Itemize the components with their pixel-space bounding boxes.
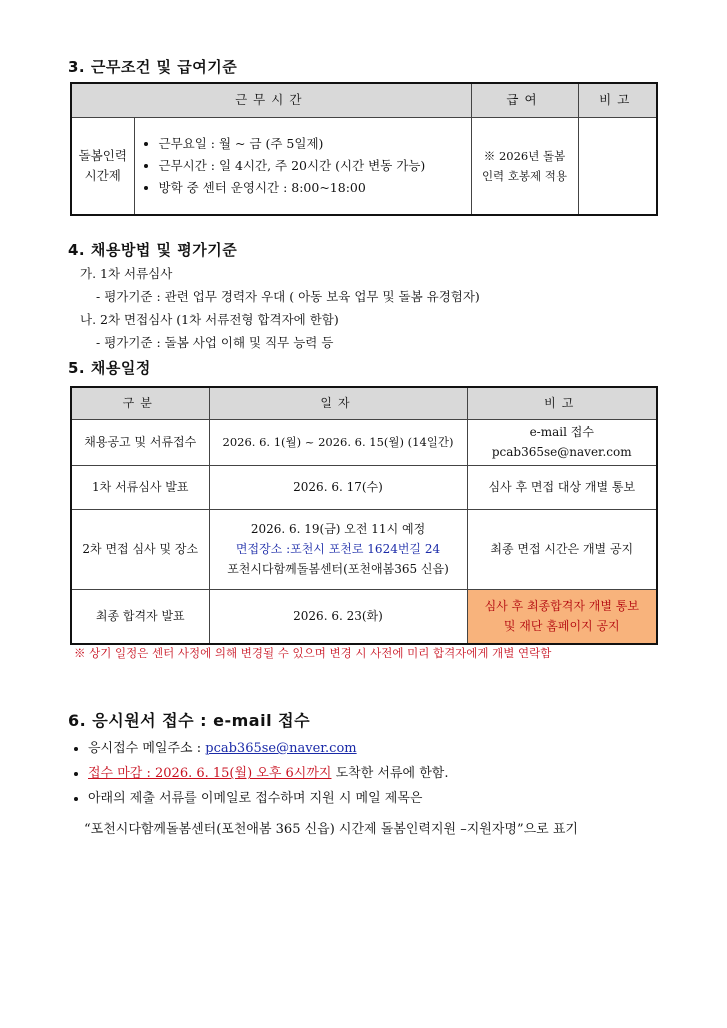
header-note: 비고 — [467, 387, 657, 419]
header-pay: 급여 — [471, 83, 578, 117]
row-label — [71, 117, 134, 215]
row-3-date — [209, 509, 467, 589]
row-1-date: 2026. 6. 1(월) ~ 2026. 6. 15(월) (14일간) — [209, 419, 467, 465]
schedule-table — [70, 386, 658, 645]
step-na: 나. 2차 면접심사 (1차 서류전형 합격자에 한함) — [80, 312, 339, 327]
step-na-criteria: - 평가기준 : 돌봄 사업 이해 및 직무 능력 등 — [96, 335, 334, 350]
schedule-notice: ※ 상기 일정은 센터 사정에 의해 변경될 수 있으며 변경 시 사전에 미리 합격자에게 개별 연락함 — [74, 646, 552, 660]
deadline-text: 접수 마감 : 2026. 6. 15(월) 오후 6시까지 — [88, 766, 332, 781]
subject-format: “포천시다함께돌봄센터(포천애봄 365 신읍) 시간제 돌봄인력지원 –지원자명”으로 표기 — [84, 822, 578, 837]
note-cell — [578, 117, 657, 215]
row-label-line-1: 돌봄인력 — [78, 147, 127, 163]
work-time-list — [139, 133, 471, 199]
header-division: 구분 — [71, 387, 209, 419]
pay-line-1: ※ 2026년 돌봄 — [483, 148, 566, 163]
application-list — [68, 736, 708, 811]
row-1-note — [467, 419, 657, 465]
header-note: 비고 — [578, 83, 657, 117]
section-6-title: 6. 응시원서 접수 : e-mail 접수 — [68, 711, 311, 730]
work-time-item: • 방학 중 센터 운영시간 : 8:00~18:00 — [159, 177, 471, 199]
row-label-line-2: 시간제 — [84, 167, 121, 183]
row-2-division: 1차 서류심사 발표 — [71, 465, 209, 509]
pay-line-2: 인력 호봉제 적용 — [481, 168, 568, 183]
application-item-email — [88, 736, 708, 761]
work-time-cell — [134, 117, 471, 215]
header-date: 일자 — [209, 387, 467, 419]
row-1-note-line-1: e-mail 접수 — [529, 425, 594, 439]
row-2-note: 심사 후 면접 대상 개별 통보 — [467, 465, 657, 509]
deadline-rest: 도착한 서류에 한함. — [331, 766, 449, 781]
row-4-division: 최종 합격자 발표 — [71, 589, 209, 644]
work-time-item: • 근무시간 : 일 4시간, 주 20시간 (시간 변동 가능) — [159, 155, 471, 177]
row-3-date-line-1: 2026. 6. 19(금) 오전 11시 예정 — [250, 522, 426, 536]
row-3-division: 2차 면접 심사 및 장소 — [71, 509, 209, 589]
subject-instruction: 아래의 제출 서류를 이메일로 접수하며 지원 시 메일 제목은 — [88, 791, 423, 806]
step-ga: 가. 1차 서류심사 — [80, 266, 173, 281]
row-1-division: 채용공고 및 서류접수 — [71, 419, 209, 465]
row-3-date-line-3: 포천시다함께돌봄센터(포천애봄365 신읍) — [227, 562, 449, 576]
header-work-time: 근무시간 — [71, 83, 471, 117]
section-3-title: 3. 근무조건 및 급여기준 — [68, 58, 238, 76]
email-link[interactable]: pcab365se@naver.com — [205, 741, 357, 756]
row-3-interview-location: 면접장소 :포천시 포천로 1624번길 24 — [235, 542, 441, 556]
row-4-note — [467, 589, 657, 644]
section-5-title: 5. 채용일정 — [68, 359, 151, 377]
row-2-date: 2026. 6. 17(수) — [209, 465, 467, 509]
row-3-note: 최종 면접 시간은 개별 공지 — [467, 509, 657, 589]
section-4-title: 4. 채용방법 및 평가기준 — [68, 241, 238, 259]
application-item-subject — [88, 786, 708, 811]
row-1-note-email: pcab365se@naver.com — [491, 445, 632, 459]
pay-cell — [471, 117, 578, 215]
step-ga-criteria: - 평가기준 : 관련 업무 경력자 우대 ( 아동 보육 업무 및 돌봄 유경험자) — [96, 289, 480, 304]
row-4-date: 2026. 6. 23(화) — [209, 589, 467, 644]
row-4-note-line-2: 및 재단 홈페이지 공지 — [503, 619, 620, 634]
work-conditions-table — [70, 82, 658, 216]
work-time-item: • 근무요일 : 월 ~ 금 (주 5일제) — [159, 133, 471, 155]
email-label: 응시접수 메일주소 : — [88, 741, 202, 756]
application-item-deadline — [88, 761, 708, 786]
row-4-note-line-1: 심사 후 최종합격자 개별 통보 — [484, 599, 639, 614]
